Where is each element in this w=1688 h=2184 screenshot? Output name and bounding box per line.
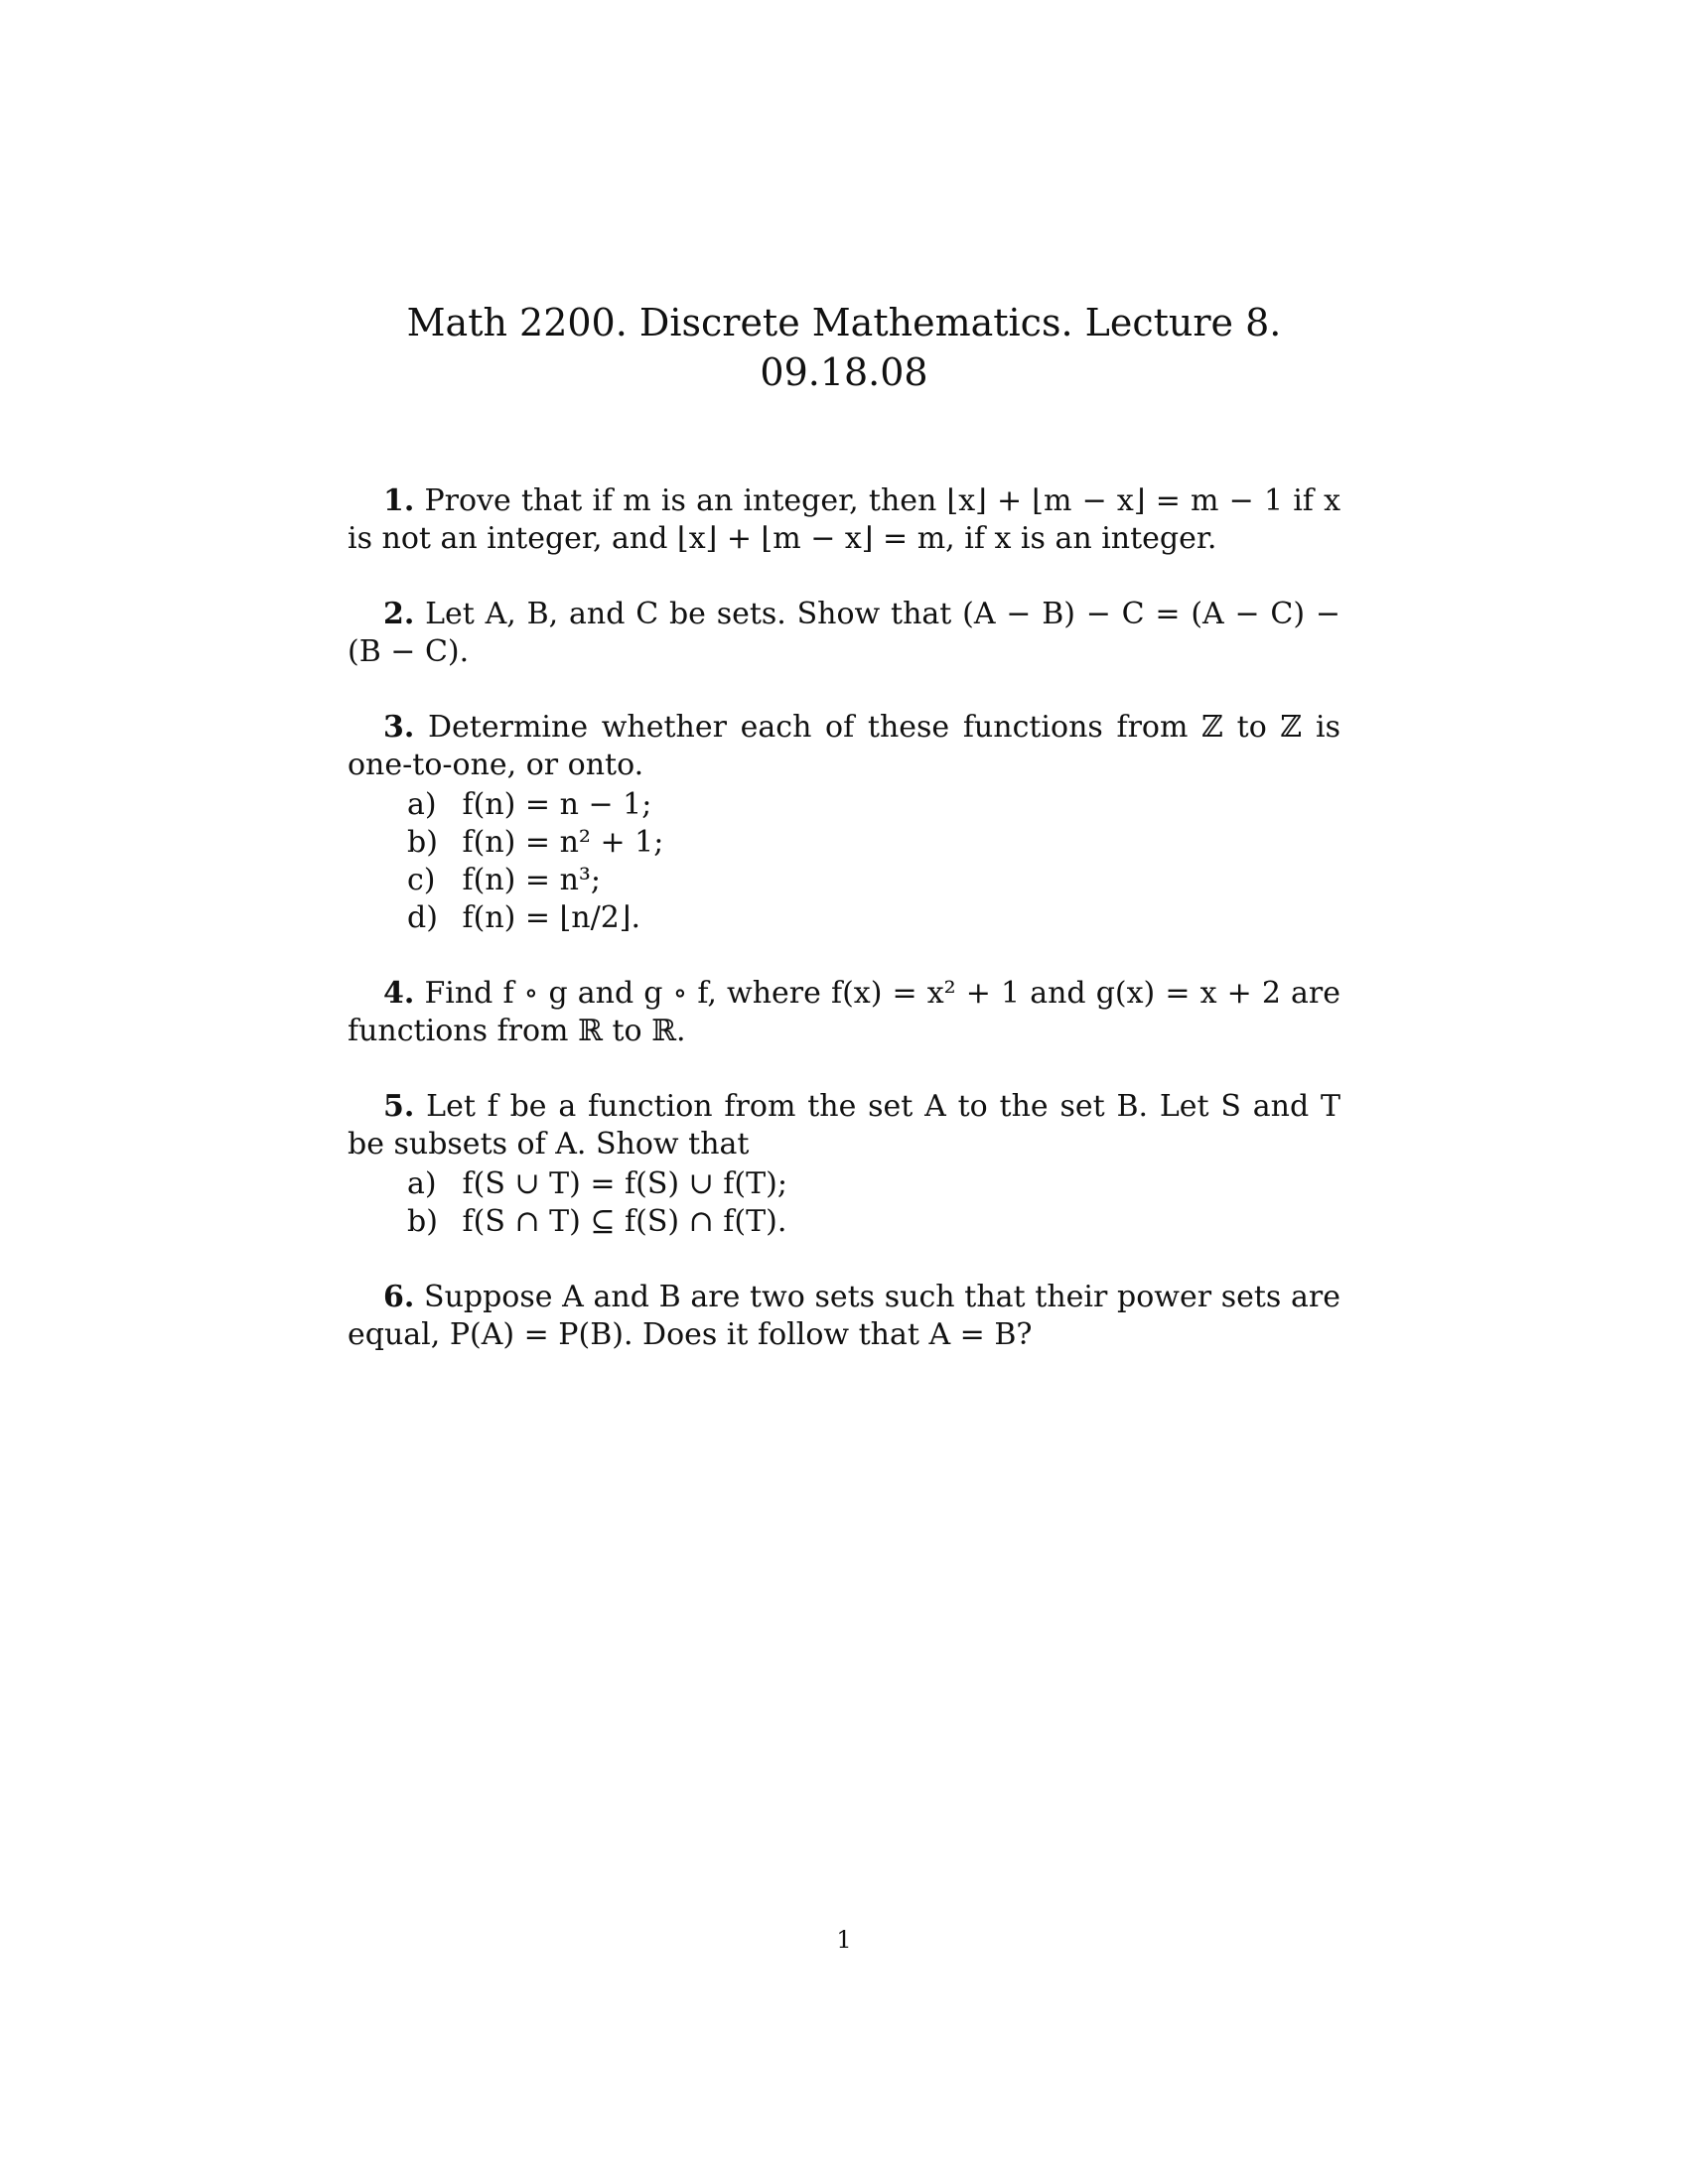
- part-text: f(S ∩ T) ⊆ f(S) ∩ f(T).: [462, 1204, 787, 1239]
- document-page: [348, 298, 1340, 1392]
- problem-number: 1.: [383, 483, 415, 518]
- problem-part: [407, 862, 1340, 899]
- part-label: d): [407, 900, 438, 935]
- problem-number: 4.: [383, 976, 415, 1011]
- problem-parts: [348, 786, 1340, 937]
- document-title: [348, 298, 1340, 397]
- problem-number: 3.: [383, 710, 415, 745]
- part-text: f(n) = n² + 1;: [462, 825, 664, 860]
- problem-part: [407, 899, 1340, 937]
- page-number: 1: [836, 1926, 852, 1954]
- problem-3: [348, 709, 1340, 937]
- problem-6: [348, 1279, 1340, 1354]
- problem-parts: [348, 1165, 1340, 1241]
- problem-part: [407, 786, 1340, 824]
- problem-5: [348, 1088, 1340, 1241]
- problem-4: [348, 975, 1340, 1050]
- problem-part: [407, 824, 1340, 862]
- problem-list: [348, 482, 1340, 1354]
- part-text: f(n) = n − 1;: [462, 787, 652, 822]
- problem-number: 5.: [383, 1089, 415, 1124]
- problem-number: 2.: [383, 597, 415, 631]
- problem-text: Let A, B, and C be sets. Show that (A − B) − C = (A − C) − (B − C).: [348, 597, 1340, 669]
- part-text: f(S ∪ T) = f(S) ∪ f(T);: [462, 1166, 787, 1201]
- problem-text: Determine whether each of these functions from ℤ to ℤ is one-to-one, or onto.: [348, 710, 1340, 782]
- problem-1: [348, 482, 1340, 558]
- title-line-course: Math 2200. Discrete Mathematics. Lecture 8.: [406, 301, 1282, 344]
- problem-number: 6.: [383, 1280, 415, 1314]
- part-label: a): [407, 787, 437, 822]
- problem-text: Let f be a function from the set A to the set B. Let S and T be subsets of A. Show that: [348, 1089, 1340, 1161]
- title-line-date: 09.18.08: [760, 350, 928, 394]
- problem-part: [407, 1165, 1340, 1203]
- part-text: f(n) = n³;: [462, 863, 602, 897]
- problem-text: Prove that if m is an integer, then ⌊x⌋ + ⌊m − x⌋ = m − 1 if x is not an integer, and ⌊x⌋ + ⌊m − x⌋ = m, if x is an integer.: [348, 483, 1340, 556]
- part-label: c): [407, 863, 436, 897]
- part-label: b): [407, 825, 438, 860]
- part-label: b): [407, 1204, 438, 1239]
- part-text: f(n) = ⌊n/2⌋.: [462, 900, 641, 935]
- problem-2: [348, 596, 1340, 671]
- problem-part: [407, 1203, 1340, 1241]
- problem-text: Suppose A and B are two sets such that their power sets are equal, P(A) = P(B). Does it follow that A = B?: [348, 1280, 1340, 1352]
- problem-text: Find f ∘ g and g ∘ f, where f(x) = x² + 1 and g(x) = x + 2 are functions from ℝ to ℝ.: [348, 976, 1340, 1048]
- part-label: a): [407, 1166, 437, 1201]
